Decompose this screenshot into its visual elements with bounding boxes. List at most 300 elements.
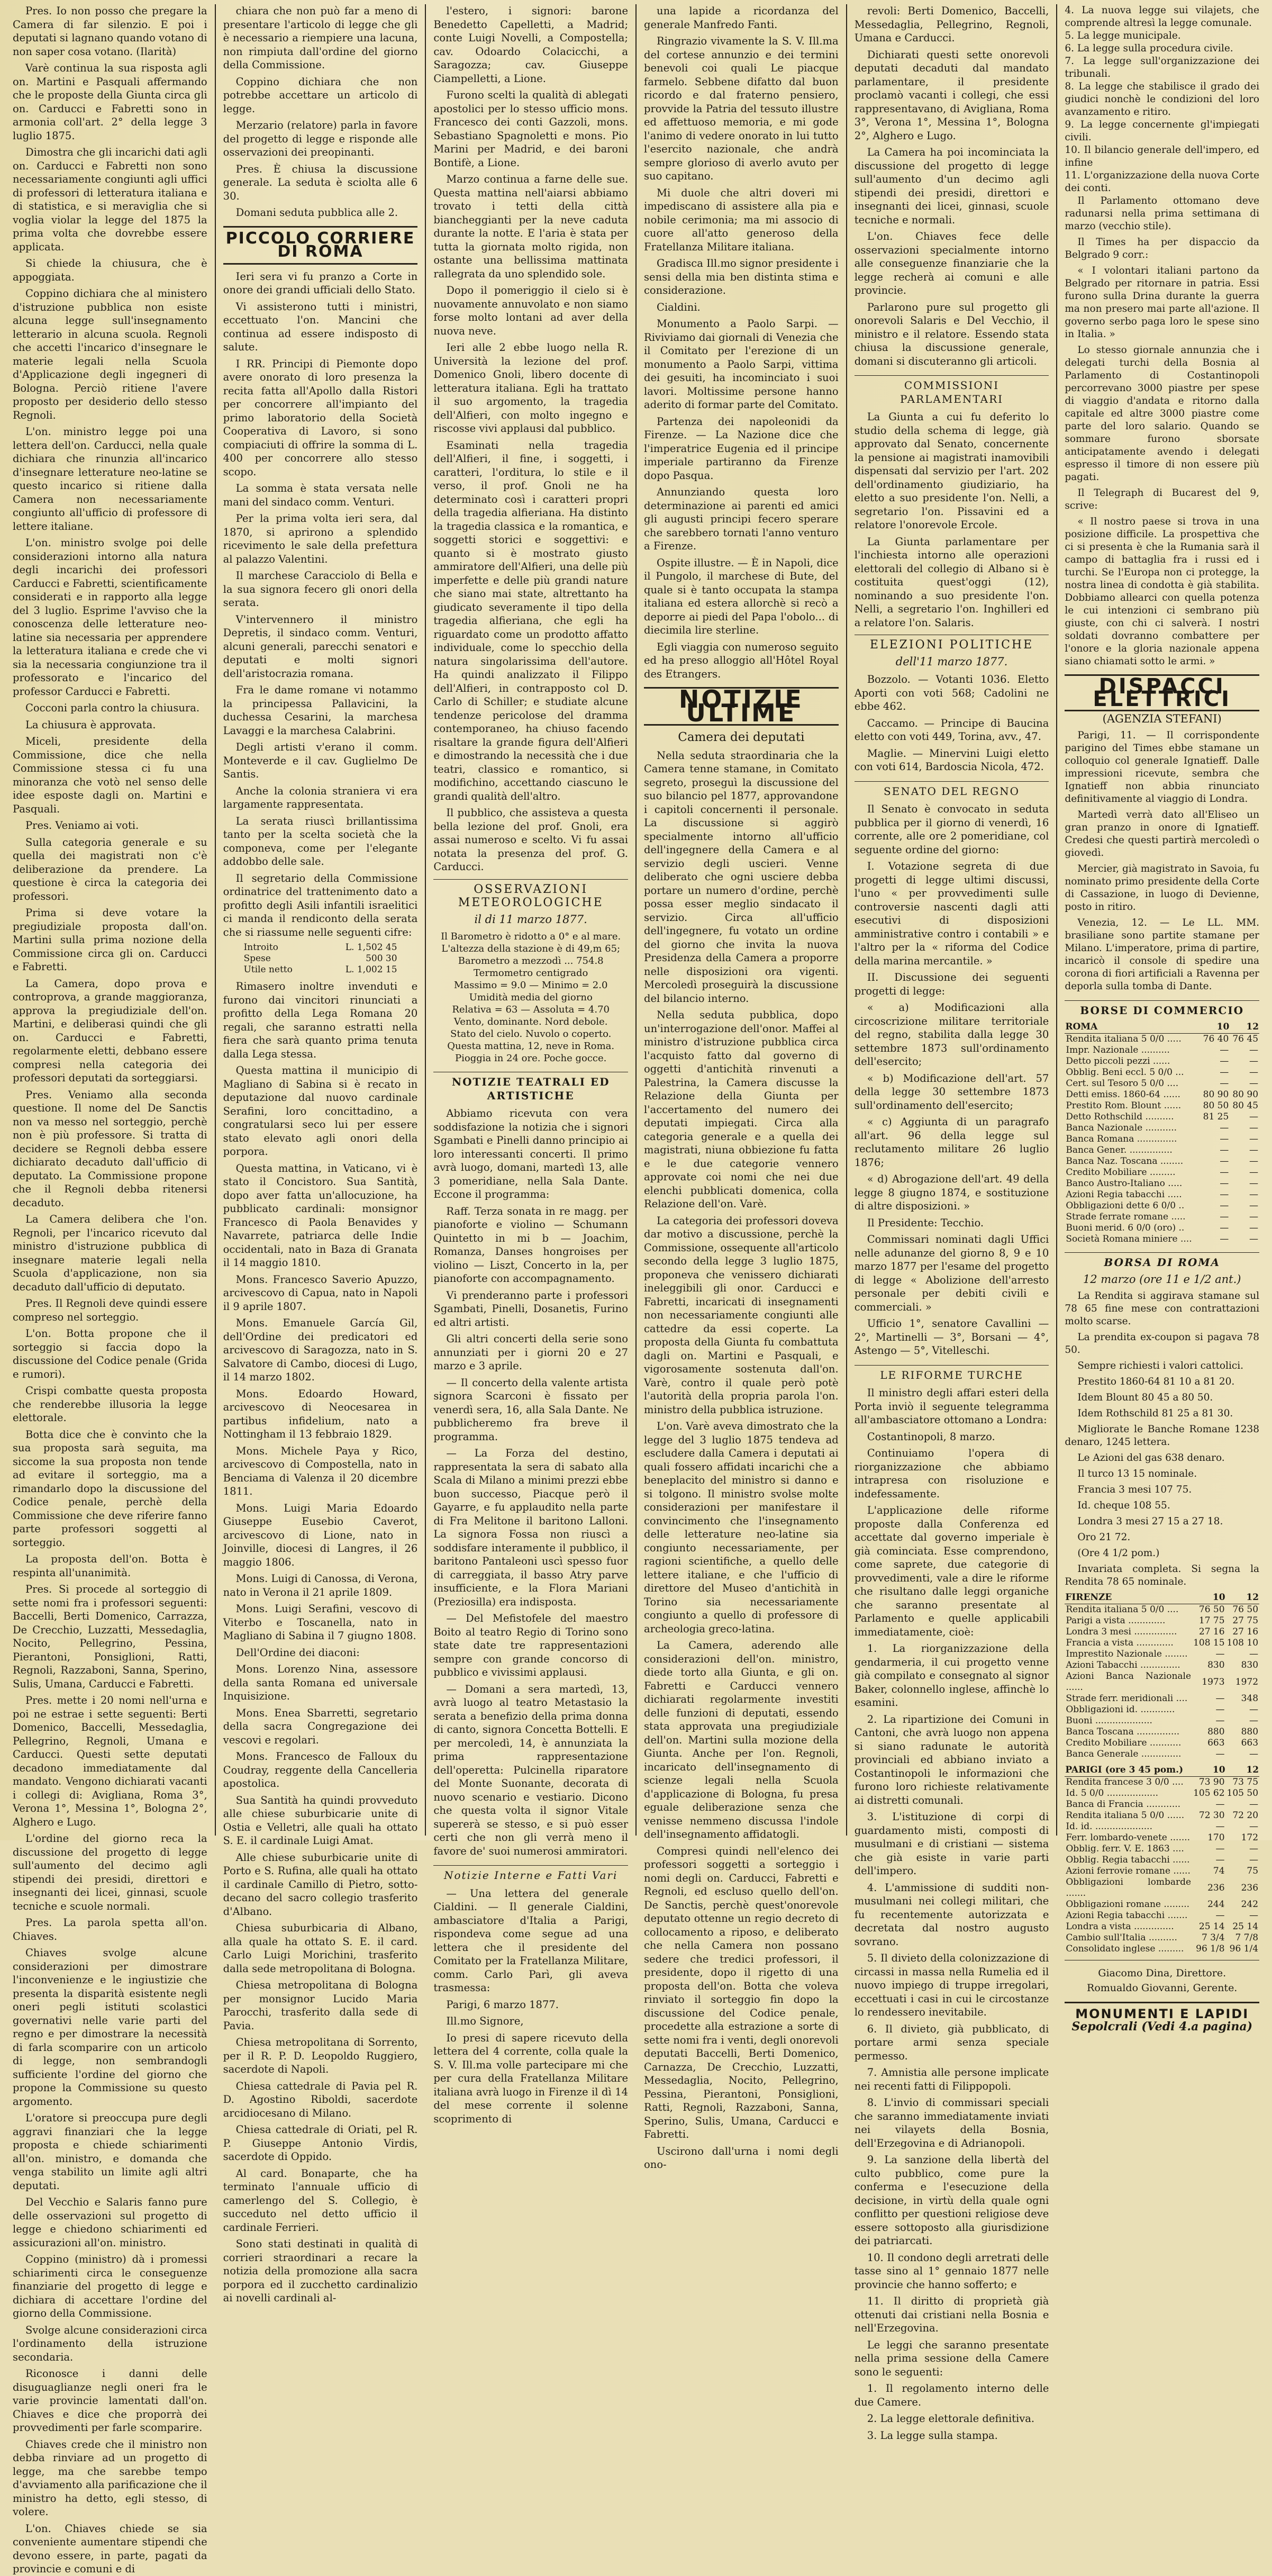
- table-cell: 1973: [1202, 1676, 1225, 1687]
- paragraph: Sono stati destinati in qualità di corrieri straordinari a recare la notizia della promozione alla sacra porpora ed il zucchetto cardinalizio ai novelli cardinali al-: [223, 2238, 418, 2304]
- table-cell: —: [1249, 1111, 1259, 1122]
- table-cell: —: [1215, 1843, 1225, 1854]
- table-row: [1065, 1821, 1259, 1832]
- borsa-paragraphs: [1065, 1290, 1259, 1588]
- paragraph: Pres. Io non posso che pregare la Camera di far silenzio. E poi i deputati si lagnano quando votano di non saper cosa votano. (Ilarità): [13, 5, 207, 58]
- table-cell: 500 30: [366, 953, 397, 964]
- table-cell: L. 1,502 45: [345, 942, 397, 953]
- table-row: [1065, 1738, 1259, 1749]
- table-row: [1065, 1626, 1259, 1638]
- paragraph: Parigi, 6 marzo 1877.: [446, 1998, 559, 2011]
- table-cell: —: [1220, 1134, 1229, 1144]
- paragraph: Svolge alcune considerazioni circa l'ordinamento della istruzione secondaria.: [13, 2324, 207, 2363]
- table-cell: —: [1249, 1134, 1259, 1144]
- paragraph: Parlarono pure sul progetto gli onorevoli Salaris e Del Vecchio, il ministro e il relatore. Essendo stata chiusa la discussione generale, domani si discuteranno gli articoli.: [854, 301, 1049, 367]
- table-cell: Obblig. Regia tabacchi ......: [1066, 1855, 1190, 1865]
- paragraph: Compresi quindi nell'elenco dei professori soggetti a sorteggio i nomi degli on. Carducci, Fabretti e Regnoli, ed escluso quello dell'on. De Sanctis, perchè quest'onorevole deputato ottenne un regio decreto di collocamento a riposo, e deliberato che nella Camera non possano sedere che tredici professori, il presidente, dopo il rigetto di una proposta dell'on. Botta che voleva rinviato il sorteggio fin dopo la discussione del Codice penale, procedette alla estrazione a sorte di sette nomi fra i venti, degli onorevoli deputati Baccelli, Berti Domenico, Carnazza, De Crecchio, Luzzatti, Messedaglia, Nocito, Pellegrino, Pessina, Pierantoni, Ponsiglioni, Ratti, Regnoli, Razzaboni, Sanna, Sperino, Sulis, Umana, Carducci e Fabretti.: [644, 1845, 839, 2140]
- table-cell: —: [1249, 1156, 1259, 1167]
- paragraph: Chiesa cattedrale di Pavia pel R. D. Agostino Riboldi, sacerdote arcidiocesano di Milano.: [223, 2080, 418, 2119]
- column-4: [637, 4, 847, 2171]
- commissioni-headline: COMMISSIONI PARLAMENTARI: [855, 375, 1049, 406]
- meteo-subheadline: il di 11 marzo 1877.: [474, 912, 587, 926]
- paragraph: Stato del cielo. Nuvolo o coperto. Questa mattina, 12, neve in Roma.: [447, 1028, 615, 1052]
- senato-headline: SENATO DEL REGNO: [855, 781, 1049, 799]
- table-cell: Londra a vista ..............: [1066, 1921, 1174, 1932]
- paragraph: Mons. Luigi di Canossa, di Verona, nato in Verona il 21 aprile 1809.: [223, 1572, 418, 1598]
- table-cell: 81 25: [1203, 1111, 1229, 1122]
- paragraph: Costantinopoli, 8 marzo.: [867, 1430, 995, 1443]
- table-row: [1065, 1832, 1259, 1843]
- paragraph: Vi prenderanno parte i professori Sgambati, Pinelli, Dosanetis, Furino ed altri artisti.: [433, 1289, 629, 1328]
- paragraph: Questa mattina, in Vaticano, vi è stato il Concistoro. Sua Santità, dopo aver fatta un'allocuzione, ha pubblicato cardinali: monsignor Francesco di Paola Benavides y Navarrete, patriarca delle Indie occidentali, nato in Baza di Granata il 14 maggio 1810.: [223, 1162, 418, 1269]
- paragraph: Si chiede la chiusura, che è appoggiata.: [13, 257, 207, 283]
- paragraph: Pres. Veniamo ai voti.: [25, 819, 139, 831]
- table-cell: —: [1249, 1078, 1259, 1089]
- paragraph: Mons. Luigi Maria Edoardo Giuseppe Eusebio Caverot, arcivescovo di Lione, nato in Joinville, diocesi di Langres, il 26 maggio 1806.: [223, 1502, 418, 1568]
- table-cell: —: [1249, 1212, 1259, 1222]
- table-row: [1065, 1727, 1259, 1738]
- table-cell: —: [1220, 1234, 1229, 1244]
- table-cell: Rendita italiana 5 0/0 ......: [1066, 1810, 1185, 1821]
- table-cell: Obbligazioni lombarde .......: [1066, 1877, 1192, 1899]
- paragraph: Bozzolo. — Votanti 1036. Eletto Aporti con voti 568; Cadolini ne ebbe 462.: [854, 673, 1049, 712]
- paragraph: Venezia, 12. — Le LL. MM. brasiliane sono partite stamane per Milano. L'imperatore, prima di partire, incaricò il console di spedire una corona di fiori artificiali a Ravenna per deporla sulla tomba di Dante.: [1065, 917, 1260, 992]
- table-cell: Buoni merid. 6 0/0 (oro) ..: [1066, 1223, 1185, 1233]
- table-row: [1065, 1100, 1259, 1111]
- varie-headline: Notizie Interne e Fatti Vari: [433, 1865, 628, 1883]
- paragraph: Fra le dame romane vi notammo la principessa Pallavicini, la duchessa Cesarini, la marchesa Lavaggi e la marchesa Calabrini.: [223, 684, 418, 737]
- table-row: [1065, 1089, 1259, 1100]
- table-row: [1065, 1034, 1259, 1045]
- column-2-mid-paragraphs: [223, 270, 418, 939]
- paragraph: Chiaves svolge alcune considerazioni per dimostrare l'inconvenienze e le ingiustizie che presenta la disparità esistente negli oneri pegli istituti scolastici governativi nelle varie parti del regno e per dimostrare la necessità di farla scomparire con un articolo di legge, non sembrandogli sufficiente l'ordine del giorno che propone la Commissione su questo argomento.: [13, 1947, 207, 2108]
- table-cell: 72 20: [1232, 1810, 1259, 1821]
- borsa-roma-headline: BORSA DI ROMA: [1065, 1252, 1259, 1269]
- paragraph: Il turco 13 15 nominale.: [1077, 1468, 1197, 1479]
- paragraph: La Camera, dopo prova e controprova, a grande maggioranza, approva la pregiudiziale dell'on. Martini, e deliberasi quindi che gli on. Carducci e Fabretti, regolarmente eletti, debbano essere compresi nella categoria dei professori deputati da sorteggiarsi.: [13, 977, 207, 1084]
- table-cell: —: [1215, 1749, 1225, 1759]
- meteo-lines: [433, 930, 628, 1064]
- table-cell: 663: [1207, 1738, 1225, 1748]
- paragraph: Alle chiese suburbicarie unite di Porto e S. Rufina, alle quali ha ottato il cardinale Camillo di Pietro, sotto-decano del sacro collegio trasferito d'Albano.: [223, 1851, 418, 1918]
- table-cell: Imprestito Nazionale ........: [1066, 1649, 1188, 1659]
- table-cell: —: [1215, 1704, 1225, 1715]
- table-cell: 1972: [1235, 1676, 1259, 1687]
- paragraph: La Giunta a cui fu deferito lo studio della schema di legge, già approvato dal Senato, concernente la pensione ai magistrati inamovibili dispensati dal servizio per l'art. 202 dell'ordinamento giudiziario, ha eletto a suo presidente l'on. Nelli, a segretario l'on. Pissavini ed a relatore l'onorevole Ercole.: [854, 411, 1049, 531]
- paragraph: Commissari nominati dagli Uffici nelle adunanze del giorno 8, 9 e 10 marzo 1877 per l'esame del progetto di legge « Abolizione dell'arresto personale per debiti civili e commerciali. »: [854, 1233, 1049, 1313]
- paragraph: Relativa = 63 — Assoluta = 4.70: [452, 1004, 610, 1015]
- table-header-cell: 12: [1226, 1764, 1259, 1777]
- paragraph: Martedì verrà dato all'Eliseo un gran pranzo in onore di Ignatieff. Credesi che questi partirà mercoledì o giovedì.: [1065, 809, 1260, 858]
- paragraph: Uscirono dall'urna i nomi degli ono-: [644, 2145, 839, 2171]
- paragraph: Ospite illustre. — È in Napoli, dice il Pungolo, il marchese di Bute, del quale si è tanto occupata la stampa italiana ed estera allorchè si recò a deporre ai piedi del Papa l'obolo... di diecimila lire sterline.: [644, 556, 839, 636]
- table-cell: 105 50: [1226, 1788, 1259, 1798]
- table-row: [1065, 1234, 1259, 1245]
- paragraph: (Ore 4 1/2 pom.): [1077, 1548, 1160, 1559]
- table-cell: —: [1249, 1704, 1259, 1715]
- table-cell: Id. 5 0/0 ..................: [1066, 1788, 1159, 1798]
- dispacci-paragraphs: [1065, 729, 1259, 993]
- table-cell: 27 75: [1232, 1615, 1259, 1626]
- table-row: [1065, 1045, 1259, 1056]
- paragraph: Annunziando questa loro determinazione ai parenti ed amici gli augusti principi fecero sperare che sarebbero tornati l'anno venturo a Firenze.: [644, 486, 839, 552]
- table-cell: 880: [1241, 1727, 1259, 1737]
- table-cell: 880: [1207, 1727, 1225, 1737]
- table-cell: 236: [1207, 1882, 1225, 1893]
- paragraph: 8. La legge che stabilisce il grado dei giudici nonchè le condizioni del loro avanzamento e ritiro.: [1065, 81, 1260, 117]
- table-cell: —: [1249, 1223, 1259, 1233]
- table-header-cell: ROMA: [1065, 1021, 1200, 1034]
- table-row: [1065, 1921, 1259, 1932]
- table-cell: 80 45: [1232, 1100, 1259, 1111]
- table-cell: Obblig. ferr. V. E. 1863 ....: [1066, 1843, 1184, 1854]
- table-cell: Obbligazioni romane .........: [1066, 1899, 1190, 1910]
- paragraph: 8. L'invio di commissari speciali che saranno immediatamente inviati nei vilayets della Bosnia, dell'Erzegovina e di Adrianopoli.: [854, 2096, 1049, 2149]
- paragraph: La chiusura è approvata.: [25, 718, 156, 731]
- paragraph: Vi assisterono tutti i ministri, eccettuato l'on. Mancini che continua ad essere indisposto di salute.: [223, 300, 418, 353]
- paragraph: « d) Abrogazione dell'art. 49 della legge 8 giugno 1874, e sostituzione di altre disposizioni. »: [854, 1173, 1049, 1212]
- table-cell: —: [1220, 1156, 1229, 1167]
- table-cell: Strade ferrate romane .....: [1066, 1212, 1186, 1222]
- table-row: [1065, 1810, 1259, 1821]
- paragraph: 2. La ripartizione dei Comuni in Cantoni, che avrà luogo non appena si siano radunate le autorità provinciali ed abbiano inviato a Costantinopoli le informazioni che furono loro richieste relativamente ai distretti comunali.: [854, 1713, 1049, 1806]
- paragraph: II. Discussione dei seguenti progetti di legge:: [854, 971, 1049, 997]
- table-row: [1065, 1671, 1259, 1693]
- paragraph: Egli viaggia con numeroso seguito ed ha preso alloggio all'Hôtel Royal des Etrangers.: [644, 640, 839, 680]
- paragraph: La Giunta parlamentare per l'inchiesta intorno alle operazioni elettorali del collegio di Albano si è costituita quest'oggi (12), nominando a suo presidente l'on. Nelli, a segretario l'on. Inghilleri ed a relatore l'on. Salaris.: [854, 535, 1049, 629]
- column-2: [216, 4, 426, 2304]
- table-row: [1065, 1944, 1259, 1955]
- table-cell: —: [1215, 1715, 1225, 1726]
- table-cell: —: [1220, 1167, 1229, 1178]
- table-cell: —: [1249, 1145, 1259, 1155]
- table-header-cell: 12: [1230, 1021, 1259, 1034]
- paragraph: Ieri alle 2 ebbe luogo nella R. Università la lezione del prof. Domenico Gnoli, libero docente di letteratura italiana. Egli ha trattato il suo argomento, la tragedia dell'Alfieri, con molto ingegno e riscosse vivi applausi dal pubblico.: [433, 341, 629, 435]
- paragraph: Al card. Bonaparte, che ha terminato l'annuale ufficio di camerlengo del S. Collegio, è succeduto nel detto ufficio il cardinale Ferrieri.: [223, 2167, 418, 2234]
- table-cell: Cambio sull'Italia ..........: [1066, 1932, 1177, 1943]
- paragraph: Nella seduta straordinaria che la Camera tenne stamane, in Comitato segreto, proseguì la discussione del suo bilancio pel 1877, approvandone i capitoli concernenti il personale. La discussione si aggirò specialmente intorno all'ufficio dell'ingegnere della Camera e al servizio degli uscieri. Venne deliberato che ogni usciere debba portare un numero d'ordine, perchè possa esser meglio sindacato il servizio. Circa all'ufficio dell'ingegnere, fu votato un ordine del giorno che invita la nuova Presidenza della Camera a proporre nelle disposizioni ora vigenti. Mercoledì proseguirà la discussione del bilancio interno.: [644, 749, 839, 1005]
- paragraph: Dimostra che gli incarichi dati agli on. Carducci e Fabretti non sono necessariamente congiunti agli uffici di professori di letteratura italiana e di statistica, e si meraviglia che si voglia violar la legge del 1875 la prima volta che dovrebbe essere applicata.: [13, 146, 207, 253]
- table-cell: 172: [1241, 1832, 1259, 1843]
- table-cell: Francia a vista .............: [1066, 1638, 1174, 1648]
- paragraph: L'ordine del giorno reca la discussione del progetto di legge sull'aumento del decimo agli stipendi dei presidi, direttori e insegnanti dei licei, ginnasi, scuole tecniche e scuole normali.: [13, 1832, 207, 1912]
- table-cell: —: [1220, 1223, 1229, 1233]
- table-row: [1065, 1078, 1259, 1089]
- paragraph: 9. La sanzione della libertà del culto pubblico, come pure la conferma e l'esecuzione della decisione, in virtù della quale ogni conflitto per questioni religiose deve essere sottoposto alla giurisdizione dei patriarcati.: [854, 2154, 1049, 2247]
- paragraph: Mons. Michele Paya y Rico, arcivescovo di Compostella, nato in Benciama di Valenza il 20 dicembre 1811.: [223, 1444, 418, 1497]
- paragraph: Riconosce i danni delle disuguaglianze negli oneri fra le varie provincie lamentati dall'on. Chiaves e dice che proporrà dei provvedimenti per farle scomparire.: [13, 2367, 207, 2434]
- firenze-quotes-table: [1065, 1592, 1259, 1760]
- table-cell: —: [1249, 1649, 1259, 1659]
- paragraph: Per la prima volta ieri sera, dal 1870, si aprirono a splendido ricevimento le sale della prefettura al palazzo Valentini.: [223, 512, 418, 565]
- table-cell: 80 50: [1203, 1100, 1229, 1111]
- riforme-paragraphs: [855, 1386, 1049, 2442]
- table-cell: Banca Gener. ...............: [1066, 1145, 1173, 1155]
- paragraph: — La Forza del destino, rappresentata la sera di sabato alla Scala di Milano a minimi prezzi ebbe buon successo, Piacque però il Gayarre, e fu applaudito nella parte di Fra Melitone il baritono Lalloni. La signora Fossa non riuscì a soddisfare interamente il pubblico, il baritono Pantaleoni uscì spesso fuor di carreggiata, il basso Atry parve insufficiente, e la Flora Mariani (Preziosilla) era indisposta.: [433, 1447, 629, 1608]
- teatri-headline: NOTIZIE TEATRALI ED ARTISTICHE: [433, 1072, 628, 1102]
- table-header-cell: 12: [1226, 1592, 1259, 1604]
- table-cell: 76 40: [1203, 1034, 1229, 1044]
- table-cell: 96 1/4: [1229, 1944, 1259, 1954]
- table-cell: —: [1249, 1200, 1259, 1211]
- riforme-headline: LE RIFORME TURCHE: [855, 1365, 1049, 1382]
- paragraph: 1. La riorganizzazione della gendarmeria, il cui progetto venne già compilato e consegnato al signor Baker, colonnello inglese, affinchè lo esamini.: [854, 1642, 1049, 1709]
- paragraph: 4. L'ammissione di sudditi non-musulmani nei collegi militari, che fu recentemente autorizzata e decretata dal nostro augusto sovrano.: [854, 1881, 1049, 1948]
- piccolo-corriere-headline: PICCOLO CORRIERE DI ROMA: [223, 226, 418, 265]
- table-cell: 348: [1241, 1693, 1259, 1704]
- column-6-top-paragraphs: [1065, 195, 1259, 668]
- paragraph: Esaminati nella tragedia dell'Alfieri, il fine, i soggetti, i caratteri, l'orditura, lo stile e il verso, il prof. Gnoli ne ha determinato così i caratteri propri della tragedia alfieriana. Ha distinto la tragedia classica e la romantica, e soggetti storici e soggettivi: e quanto si è mostrato giusto ammiratore dell'Alfieri, una delle più imperfette e delle più grandi nature che siano mai state, altrettanto ha giudicato severamente il tipo della tragedia alfieriana, che egli ha riguardato come un prodotto affatto individuale, come lo specchio della natura singolarissima dell'autore. Ha quindi analizzato il Filippo dell'Alfieri, in contrapposto col D. Carlo di Schiller; e studiate alcune tendenze pericolose del dramma contemporaneo, ha chiuso facendo risaltare la grande figura dell'Alfieri e dimostrando la necessità che i due teatri, classico e romantico, si modifichino, accettando ciascuno le grandi qualità dell'altro.: [433, 439, 629, 802]
- table-cell: Obbligazioni dette 6 0/0 ..: [1066, 1200, 1185, 1211]
- paragraph: La serata riuscì brillantissima tanto per la scelta società che la componeva, come per l'elegante addobbo delle sale.: [223, 815, 418, 867]
- column-4-top-paragraphs: [644, 4, 839, 681]
- table-cell: 73 75: [1232, 1777, 1259, 1787]
- paragraph: Crispi combatte questa proposta che renderebbe illusoria la legge elettorale.: [13, 1385, 207, 1424]
- paragraph: La proposta dell'on. Botta è respinta all'unanimità.: [13, 1553, 207, 1579]
- paragraph: L'on. Chiaves chiede se sia conveniente aumentare stipendi che devono essere, in parte, pagati da provincie e comuni e di: [13, 2522, 207, 2575]
- commissioni-paragraphs: [855, 410, 1049, 629]
- table-cell: 75: [1247, 1866, 1259, 1876]
- table-row: [1065, 1134, 1259, 1145]
- paragraph: La categoria dei professori doveva dar motivo a discussione, perchè la Commissione, ossequente all'articolo secondo della legge 3 luglio 1875, proponeva che venissero dichiarati ineleggibili gli onor. Carducci e Fabretti, incaricati di insegnamenti non necessariamente congiunti alle cattedre da essi coperte. La proposta della Giunta fu combattuta dagli on. Martini e Pasquali, e vigorosamente sostenuta dall'on. Varè, contro il quale però potè l'autorità della propria parola l'on. ministro della pubblica istruzione.: [644, 1214, 839, 1416]
- table-cell: —: [1215, 1855, 1225, 1865]
- paragraph: Dopo il pomeriggio il cielo si è nuovamente annuvolato e non siamo forse molto lontani ad aver della nuova neve.: [433, 284, 629, 337]
- paragraph: Parigi, 11. — Il corrispondente parigino del Times ebbe stamane un colloquio col generale Ignatieff. Dalle impressioni ricevute, sembra che Ignatieff non abbia rinunciato definitivamente al viaggio di Londra.: [1065, 730, 1260, 805]
- column-5-top-paragraphs: [855, 4, 1049, 368]
- paragraph: I RR. Principi di Piemonte dopo avere onorato di loro presenza la recita fatta all'Apollo dalla Ristori per concorrere all'impianto del primo laboratorio della Società Cooperativa di Lavoro, si sono compiaciuti di offrire la somma di L. 400 per concorrere allo stesso scopo.: [223, 357, 418, 478]
- table-cell: Banca Nazionale ...........: [1066, 1123, 1177, 1133]
- table-cell: Azioni Banca Nazionale ......: [1066, 1671, 1192, 1693]
- paragraph: Il Barometro è ridotto a 0° e al mare. L'altezza della stazione è di 49,m 65;: [441, 931, 621, 954]
- paragraph: Lo stesso giornale annunzia che i delegati turchi della Bosnia al Parlamento di Costantinopoli percorrevano 3000 piastre per spese di viaggio d'andata e ritorno dalla capitale ed altre 3000 piastre come parte del loro salario. Quando se sommare furono sborsate anticipatamente avendo i delegati espresso il timore di non essere più pagati.: [1065, 345, 1260, 483]
- table-cell: 73 90: [1198, 1777, 1225, 1787]
- table-cell: Rendita francese 3 0/0 ....: [1066, 1777, 1184, 1787]
- paragraph: Pres. La parola spetta all'on. Chiaves.: [13, 1917, 207, 1942]
- paragraph: L'on. Varè aveva dimostrato che la legge del 3 luglio 1875 tendeva ad escludere dalla Camera i deputati ai quali fossero affidati incarichi che a beneplacito del ministro si danno e si tolgono. Il ministro svolse molte considerazioni per manifestare il convincimento che l'insegnamento delle letterature neo-latine sia congiunto necessariamente, per ragioni scientifiche, a quello delle lettere italiane, e che l'ufficio di direttore del Museo d'antichità in Torino sia necessariamente congiunto a quello di professore di archeologia greco-latina.: [644, 1420, 839, 1635]
- column-6: [1057, 4, 1267, 2033]
- table-cell: 244: [1207, 1899, 1225, 1910]
- paragraph: Il pubblico, che assisteva a questa bella lezione del prof. Gnoli, era assai numeroso e scelto. Vi fu assai notata la presenza del prof. G. Carducci.: [433, 807, 629, 873]
- table-cell: Credito Mobiliare ...........: [1066, 1738, 1182, 1748]
- table-cell: Detti emiss. 1860-64 ......: [1066, 1089, 1180, 1100]
- table-cell: —: [1215, 1821, 1225, 1832]
- paragraph: Ufficio 1°, senatore Cavallini — 2°, Martinelli — 3°, Borsani — 4°, Astengo — 5°, Vitelleschi.: [854, 1317, 1049, 1357]
- paragraph: 2. La legge elettorale definitiva.: [867, 2412, 1035, 2425]
- paragraph: Maglie. — Minervini Luigi eletto con voti 614, Bardoscia Nicola, 472.: [854, 747, 1049, 773]
- table-cell: Banca di Francia ............: [1066, 1799, 1181, 1810]
- paragraph: Coppino (ministro) dà i promessi schiarimenti circa le conseguenze finanziarie del progetto di legge e dichiara di accettare l'ordine del giorno della Commissione.: [13, 2253, 207, 2319]
- paragraph: Migliorate le Banche Romane 1238 denaro, 1245 lettera.: [1065, 1424, 1260, 1448]
- table-cell: Banca Romana ..............: [1066, 1134, 1177, 1144]
- paragraph: Cialdini.: [657, 301, 701, 313]
- table-cell: —: [1249, 1178, 1259, 1189]
- paragraph: revoli: Berti Domenico, Baccelli, Messedaglia, Pellegrino, Regnoli, Umana e Carducci.: [854, 5, 1049, 44]
- table-cell: Azioni Regia tabacchi .......: [1066, 1910, 1188, 1921]
- paragraph: « I volontari italiani partono da Belgrado per ritornare in patria. Essi furono sulla Drina durante la guerra ma non presero mai parte all'azione. Il governo serbo paga loro le spese sino in Italia. »: [1065, 265, 1260, 340]
- paragraph: Ringrazio vivamente la S. V. Ill.ma del cortese annunzio e dei termini benevoli coi quali Le piacque farmelo. Sebbene difatto dal buon ricordo e dal fraterno pensiero, provvide la Patria del tessuto illustre ed affettuoso memoria, e mi gode l'animo di vedere onorato in lui tutto l'esercito nazionale, che andrà sempre glorioso di averlo avuto per suo capitano.: [644, 35, 839, 182]
- table-cell: —: [1249, 1234, 1259, 1244]
- paragraph: Mons. Edoardo Howard, arcivescovo di Neocesarea in partibus infidelium, nato a Nottingham il 13 febbraio 1829.: [223, 1387, 418, 1440]
- paragraph: una lapide a ricordanza del generale Manfredo Fanti.: [644, 5, 839, 31]
- table-cell: Banca Naz. Toscana ........: [1066, 1156, 1184, 1167]
- table-row: [1065, 1899, 1259, 1910]
- paragraph: Chiaves crede che il ministro non debba rinviare ad un progetto di legge, ma che sarebbe tempo d'avviamento alla parificazione che il ministro ha detto, egli stesso, di volere.: [13, 2438, 207, 2518]
- table-cell: Azioni Tabacchi ..............: [1066, 1660, 1180, 1670]
- table-row: [1065, 1615, 1259, 1626]
- paragraph: Questa mattina il municipio di Magliano di Sabina si è recato in deputazione dal nuovo cardinale Serafini, loro concittadino, a congratularsi seco lui per essere stato elevato agli onori della porpora.: [223, 1064, 418, 1158]
- paragraph: Ill.mo Signore,: [446, 2015, 524, 2027]
- table-row: [1065, 1843, 1259, 1855]
- table-cell: 105 62: [1193, 1788, 1225, 1798]
- paragraph: Pioggia in 24 ore. Poche gocce.: [455, 1053, 607, 1064]
- paragraph: chiara che non può far a meno di presentare l'articolo di legge che gli è necessario a riempiere una lacuna, non rimpiuta dall'ordine del giorno della Commissione.: [223, 5, 418, 71]
- table-cell: 236: [1241, 1882, 1259, 1893]
- paragraph: La somma è stata versata nelle mani del sindaco comm. Venturi.: [223, 482, 418, 508]
- table-cell: —: [1215, 1693, 1225, 1704]
- rendiconto-table: [242, 942, 398, 975]
- table-cell: L. 1,002 15: [345, 964, 397, 975]
- table-row: [1065, 1111, 1259, 1123]
- ad-headline: MONUMENTI E LAPIDI: [1065, 2002, 1259, 2020]
- table-cell: —: [1215, 1910, 1225, 1921]
- table-row: [1065, 1693, 1259, 1704]
- table-cell: 7 7/8: [1235, 1932, 1259, 1943]
- paragraph: Vento, dominante. Nord debole.: [453, 1016, 608, 1027]
- camera-headline: Camera dei deputati: [678, 730, 805, 744]
- table-cell: Rendita italiana 5 0/0 .....: [1066, 1034, 1182, 1044]
- varie-paragraphs: [433, 1887, 628, 2126]
- table-cell: —: [1220, 1123, 1229, 1133]
- paragraph: Degli artisti v'erano il comm. Monteverde e il cav. Guglielmo De Santis.: [223, 741, 418, 780]
- paragraph: Il Presidente: Tecchio.: [867, 1216, 984, 1229]
- paragraph: Marzo continua a farne delle sue. Questa mattina nell'aiarsi abbiamo trovato i tetti della città biancheggianti per la neve caduta durante la notte. E l'aria è stata per tutta la giornata molto rigida, non ostante una bellissima mattinata rallegrata da uno splendido sole.: [433, 173, 629, 280]
- senato-paragraphs: [855, 802, 1049, 1358]
- table-cell: 72 30: [1198, 1810, 1225, 1821]
- table-cell: Detto piccoli pezzi ......: [1066, 1056, 1170, 1066]
- table-cell: Banco Austro-Italiano .....: [1066, 1178, 1183, 1189]
- paragraph: Il Senato è convocato in seduta pubblica per il giorno di venerdì, 16 corrente, alle ore 2 pomeridiane, col seguente ordine del giorno:: [854, 803, 1049, 856]
- paragraph: L'on. Chiaves fece delle osservazioni specialmente intorno alle conseguenze finanziarie che la legge recherà ai comuni e alle provincie.: [854, 230, 1049, 296]
- table-cell: 108 10: [1226, 1638, 1259, 1648]
- table-cell: Prestito Rom. Blount ......: [1066, 1100, 1182, 1111]
- table-cell: Credito Mobiliare .........: [1066, 1167, 1176, 1178]
- paragraph: Continuiamo l'opera di riorganizzazione che abbiamo intrapresa con risoluzione e indefessamente.: [854, 1447, 1049, 1500]
- table-cell: —: [1249, 1056, 1259, 1066]
- table-row: [1065, 1777, 1259, 1788]
- table-row: [1065, 1855, 1259, 1866]
- paragraph: Gradisca Ill.mo signor presidente i sensi della mia ben distinta stima e considerazione.: [644, 257, 839, 296]
- table-cell: —: [1249, 1189, 1259, 1200]
- paragraph: Mons. Luigi Serafini, vescovo di Viterbo e Toscanella, nato in Magliano di Sabina il 7 giugno 1808.: [223, 1603, 418, 1642]
- table-cell: 27 16: [1198, 1626, 1225, 1637]
- table-cell: —: [1220, 1056, 1229, 1066]
- table-cell: —: [1249, 1821, 1259, 1832]
- table-row: [1065, 1910, 1259, 1921]
- direttore-line: Giacomo Dina, Direttore.: [1098, 1967, 1226, 1979]
- paragraph: 10. Il bilancio generale dell'impero, ed infine: [1065, 144, 1260, 168]
- table-cell: —: [1249, 1855, 1259, 1865]
- paragraph: V'intervennero il ministro Depretis, il sindaco comm. Venturi, alcuni generali, parecchi senatori e deputati e molti signori dell'aristocrazia romana.: [223, 613, 418, 680]
- table-cell: —: [1215, 1649, 1225, 1659]
- table-cell: 830: [1241, 1660, 1259, 1670]
- table-cell: —: [1249, 1045, 1259, 1055]
- paragraph: Mons. Francesco Saverio Apuzzo, arcivescovo di Capua, nato in Napoli il 9 aprile 1807.: [223, 1273, 418, 1313]
- table-cell: 242: [1241, 1899, 1259, 1910]
- paragraph: Sulla categoria generale e su quella dei magistrati non c'è deliberazione da prendere. La questione è circa la categoria dei professori.: [13, 836, 207, 902]
- borse-headline: BORSE DI COMMERCIO: [1065, 1000, 1259, 1017]
- paragraph: Ieri sera vi fu pranzo a Corte in onore dei grandi ufficiali dello Stato.: [223, 270, 418, 296]
- table-row: [1065, 1223, 1259, 1234]
- table-row: [1065, 1649, 1259, 1660]
- table-cell: Utile netto: [243, 964, 293, 975]
- paragraph: Chiesa suburbicaria di Albano, alla quale ha ottato S. E. il card. Carlo Luigi Morichini, trasferito dalla sede metropolitana di Bologna.: [223, 1922, 418, 1975]
- table-row: [1065, 1178, 1259, 1189]
- paragraph: Mons. Francesco de Falloux du Coudray, reggente della Cancelleria apostolica.: [223, 1750, 418, 1789]
- paragraph: La Camera delibera che l'on. Regnoli, per l'incarico ricevuto dal ministro d'istruzione pubblica di insegnare materie legali nella Scuola d'applicazione, non sia decaduto dall'ufficio di deputato.: [13, 1213, 207, 1293]
- paragraph: Chiesa cattedrale di Oriati, pel R. P. Giuseppe Antonio Virdis, sacerdote di Oppido.: [223, 2123, 418, 2163]
- table-row: [1065, 1145, 1259, 1156]
- table-cell: Id. id. ....................: [1066, 1821, 1152, 1832]
- table-row: [1065, 1056, 1259, 1067]
- table-row: [1065, 1067, 1259, 1078]
- table-cell: —: [1249, 1910, 1259, 1921]
- paragraph: Pres. Veniamo alla seconda questione. Il nome del De Sanctis non va messo nel sorteggio, perchè non è più professore. Si tratta di decidere se Regnoli debba essere dichiarato decaduto dall'ufficio di deputato. La Commissione propone che il Regnoli debba ritenersi decaduto.: [13, 1088, 207, 1209]
- paragraph: « Il nostro paese si trova in una posizione difficile. La prospettiva che ci si presenta è che la Rumania sarà il campo di battaglia fra i russi ed i turchi. Se l'Europa non ci protegge, la nostra linea di condotta è già stabilita. Dobbiamo allearci con quella potenza le cui intenzioni ci sembrano più giuste, con chi ci salverà. I nostri soldati dovranno combattere per l'onore e la gloria nazionale appena siano chiamati sotto le armi. »: [1065, 516, 1260, 667]
- paragraph: — Del Mefistofele del maestro Boito al teatro Regio di Torino sono state date tre rappresentazioni sempre con grande concorso di pubblico e vivissimi applausi.: [433, 1612, 629, 1678]
- table-row: [1065, 1799, 1259, 1810]
- paragraph: 5. Il divieto della colonizzazione di circassi in massa nella Rumelia ed il nuovo impiego di truppe irregolari, eccettuati i casi in cui le circostanze lo rendessero inevitabile.: [854, 1952, 1049, 2018]
- table-row: [1065, 1660, 1259, 1671]
- paragraph: 6. La legge sulla procedura civile.: [1065, 43, 1233, 54]
- paragraph: Caccamo. — Principe di Baucina eletto con voti 449, Torina, avv., 47.: [854, 717, 1049, 743]
- paragraph: La prendita ex-coupon si pagava 78 50.: [1065, 1332, 1260, 1355]
- table-cell: 108 15: [1193, 1638, 1225, 1648]
- table-cell: —: [1249, 1799, 1259, 1810]
- column-2-top-paragraphs: [223, 4, 418, 220]
- table-cell: —: [1249, 1067, 1259, 1078]
- paragraph: 4. La nuova legge sui vilajets, che comprende altresì la legge comunale.: [1065, 5, 1260, 29]
- table-cell: 7 3/4: [1201, 1932, 1225, 1943]
- paragraph: Mercier, già magistrato in Savoia, fu nominato primo presidente della Corte di Cassazione, in luogo di Devienne, posto in ritiro.: [1065, 863, 1260, 912]
- paragraph: L'applicazione delle riforme proposte dalla Conferenza ed accettate dal governo imperiale è già cominciata. Esse comprendono, come saprete, due categorie di provvedimenti, vale a dire le riforme che risultano dalle leggi organiche che saranno presentate al Parlamento e quelle applicabili immediatamente, cioè:: [854, 1504, 1049, 1638]
- paragraph: Pres. Si procede al sorteggio di sette nomi fra i professori seguenti: Baccelli, Berti Domenico, Carrazza, De Crecchio, Luzzatti, Messedaglia, Nocito, Pellegrino, Pessina, Pierantoni, Ponsiglioni, Ratti, Regnoli, Razzaboni, Sanna, Sperino, Sulis, Umana, Carducci e Fabretti.: [13, 1583, 207, 1690]
- paragraph: Pres. mette i 20 nomi nell'urna e poi ne estrae i sette seguenti: Berti Domenico, Baccelli, Messedaglia, Pellegrino, Regnoli, Umana e Carducci. Questi sette deputati decadono immediatamente dal mandato. Vengono dichiarati vacanti i collegi di: Avigliana, Roma 3°, Verona 1°, Messina 1°, Bologna 2°, Alghero e Lugo.: [13, 1694, 207, 1828]
- paragraph: Gli altri concerti della serie sono annunziati per i giorni 20 e 27 marzo e 3 aprile.: [433, 1333, 629, 1372]
- table-cell: Ferr. lombardo-venete .......: [1066, 1832, 1191, 1843]
- paragraph: Chiesa metropolitana di Sorrento, per il R. P. D. Leopoldo Ruggiero, sacerdote di Napoli.: [223, 2036, 418, 2075]
- table-cell: 74: [1213, 1866, 1225, 1876]
- table-row: [1065, 1749, 1259, 1760]
- column-1-paragraphs: [13, 4, 207, 2576]
- table-cell: Azioni Regia tabacchi .....: [1066, 1189, 1182, 1200]
- paragraph: Oro 21 72.: [1077, 1532, 1131, 1543]
- paragraph: Dichiarati questi sette onorevoli deputati decaduti dal mandato parlamentare, il presidente proclamò vacanti i collegi, che essi rappresentavano, di Avigliana, Roma 3°, Verona 1°, Messina 1°, Bologna 2°, Alghero e Lugo.: [854, 48, 1049, 142]
- table-cell: 25 14: [1232, 1921, 1259, 1932]
- paragraph: Botta dice che è convinto che la sua proposta sarà seguita, ma siccome la sua proposta non tende ad evitare il sorteggio, ma a rimandarlo dopo la discussione del Codice penale, perchè della Commissione che deve riferire fanno parte professori soggetti al sorteggio.: [13, 1428, 207, 1549]
- table-cell: 27 16: [1232, 1626, 1259, 1637]
- paragraph: Francia 3 mesi 107 75.: [1077, 1484, 1192, 1495]
- paragraph: Mons. Lorenzo Nina, assessore della santa Romana ed universale Inquisizione.: [223, 1663, 418, 1702]
- table-cell: 830: [1207, 1660, 1225, 1670]
- paragraph: — Il concerto della valente artista signora Scarconi è fissato per venerdì sera, 16, alla Sala Dante. Ne pubblicheremo fra breve il programma.: [433, 1376, 629, 1443]
- table-row: [1065, 1788, 1259, 1799]
- paragraph: Chiesa metropolitana di Bologna per monsignor Lucido Maria Parocchi, trasferito dalla sede di Pavia.: [223, 1979, 418, 2032]
- roma-quotes-table: [1065, 1021, 1259, 1245]
- table-row: [1065, 1704, 1259, 1715]
- table-header-cell: 10: [1192, 1592, 1225, 1604]
- table-cell: 76 45: [1232, 1034, 1259, 1044]
- table-cell: Spese: [243, 953, 271, 964]
